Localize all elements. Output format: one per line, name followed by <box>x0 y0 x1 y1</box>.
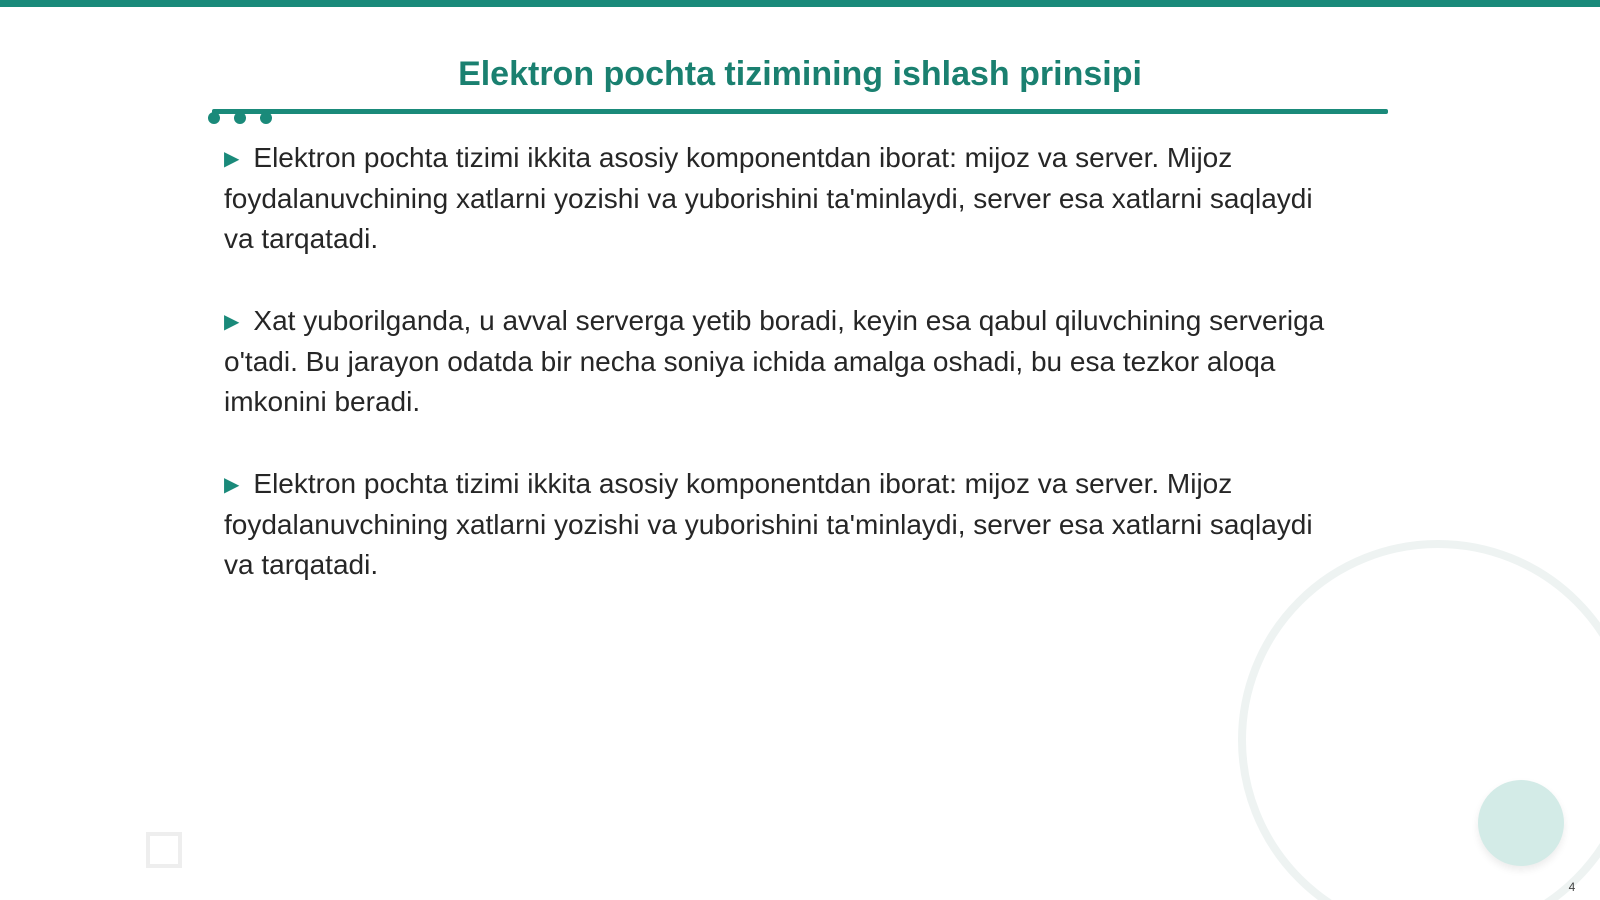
triangle-bullet-icon: ▶ <box>224 474 240 496</box>
decorative-square <box>146 832 182 868</box>
decorative-dot-icon <box>260 112 272 124</box>
bullet-item <box>224 138 1344 259</box>
bullet-list <box>224 138 1344 627</box>
decorative-dot-icon <box>208 112 220 124</box>
bullet-text: Xat yuborilganda, u avval serverga yetib boradi, keyin esa qabul qiluvchining serveriga o'tadi. Bu jarayon odatda bir necha soniya ichida amalga oshadi, bu esa tezkor aloqa imkonini beradi. <box>224 305 1325 417</box>
bullet-item <box>224 464 1344 585</box>
triangle-bullet-icon: ▶ <box>224 148 240 170</box>
title-underline <box>212 109 1388 114</box>
decorative-disc <box>1478 780 1564 866</box>
bullet-item <box>224 301 1344 422</box>
bullet-text: Elektron pochta tizimi ikkita asosiy komponentdan iborat: mijoz va server. Mijoz foydalanuvchining xatlarni yozishi va yuborishini ta'minlaydi, server esa xatlarni saqlaydi va tarqatadi. <box>224 468 1313 580</box>
bullet-text: Elektron pochta tizimi ikkita asosiy komponentdan iborat: mijoz va server. Mijoz foydalanuvchining xatlarni yozishi va yuborishini ta'minlaydi, server esa xatlarni saqlaydi va tarqatadi. <box>224 142 1313 254</box>
triangle-bullet-icon: ▶ <box>224 311 240 333</box>
top-accent-bar <box>0 0 1600 7</box>
slide-title: Elektron pochta tizimining ishlash prinsipi <box>458 55 1142 93</box>
decorative-dot-icon <box>234 112 246 124</box>
page-number: 4 <box>1568 880 1576 894</box>
